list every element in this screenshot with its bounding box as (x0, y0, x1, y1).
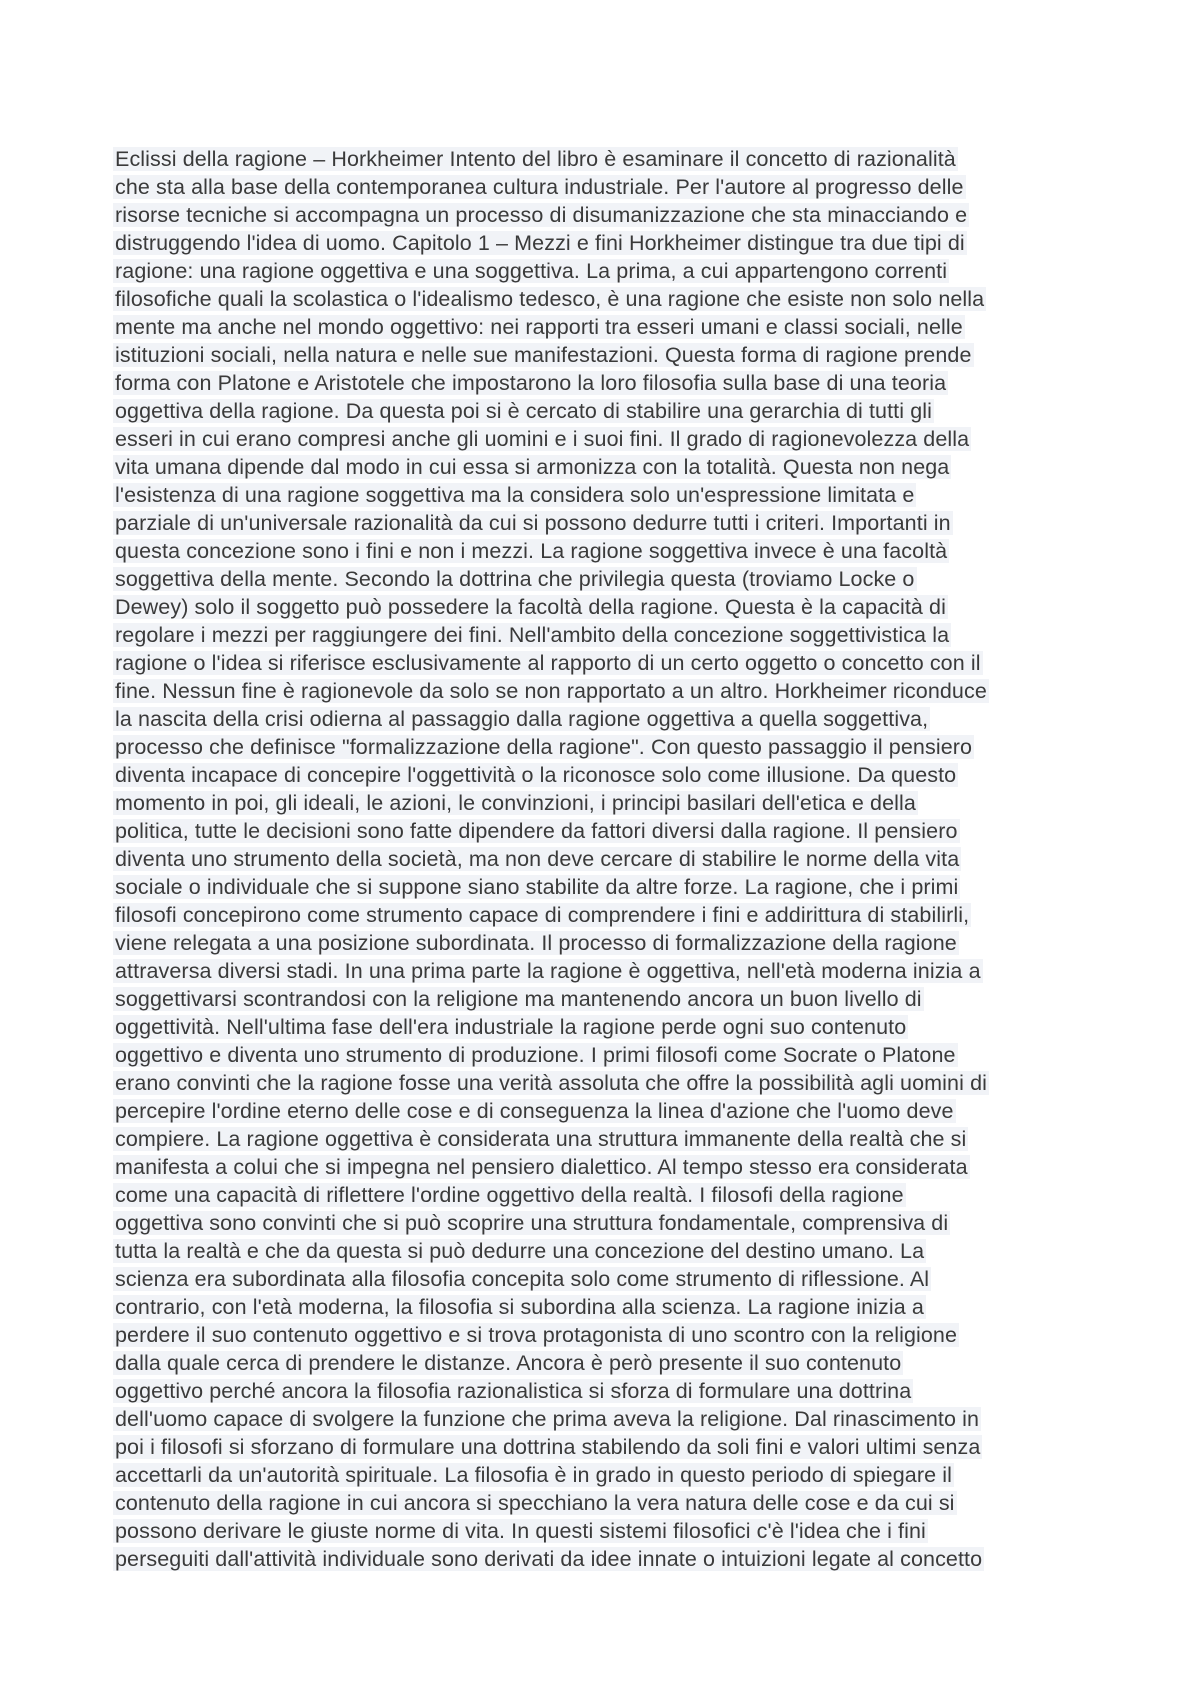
text-line (115, 705, 1115, 733)
text-line (115, 369, 1115, 397)
text-line (115, 1125, 1115, 1153)
text-line-content: perseguiti dall'attività individuale sono derivati da idee innate o intuizioni legate al concetto (115, 1547, 983, 1571)
text-line (115, 285, 1115, 313)
text-line (115, 1153, 1115, 1181)
text-line (115, 1489, 1115, 1517)
text-line-content: ragione o l'idea si riferisce esclusivamente al rapporto di un certo oggetto o concetto con il (115, 651, 981, 675)
text-line-content: dell'uomo capace di svolgere la funzione che prima aveva la religione. Dal rinascimento in (115, 1407, 980, 1431)
text-line (115, 1377, 1115, 1405)
text-line-content: contrario, con l'età moderna, la filosofia si subordina alla scienza. La ragione inizia a (115, 1295, 924, 1319)
text-line (115, 1097, 1115, 1125)
text-line (115, 845, 1115, 873)
text-line-content: diventa incapace di concepire l'oggettività o la riconosce solo come illusione. Da questo (115, 763, 957, 787)
text-line (115, 621, 1115, 649)
text-line (115, 229, 1115, 257)
text-line-content: soggettivarsi scontrandosi con la religione ma mantenendo ancora un buon livello di (115, 987, 922, 1011)
text-line-content: Dewey) solo il soggetto può possedere la facoltà della ragione. Questa è la capacità di (115, 595, 946, 619)
text-line-content: contenuto della ragione in cui ancora si specchiano la vera natura delle cose e da cui si (115, 1491, 955, 1515)
text-line (115, 761, 1115, 789)
text-line-content: oggettività. Nell'ultima fase dell'era industriale la ragione perde ogni suo contenuto (115, 1015, 907, 1039)
text-line-content: mente ma anche nel mondo oggettivo: nei rapporti tra esseri umani e classi sociali, nelle (115, 315, 963, 339)
text-line (115, 313, 1115, 341)
text-line-content: compiere. La ragione oggettiva è considerata una struttura immanente della realtà che si (115, 1127, 967, 1151)
text-line-content: questa concezione sono i fini e non i mezzi. La ragione soggettiva invece è una facoltà (115, 539, 948, 563)
text-line-content: diventa uno strumento della società, ma non deve cercare di stabilire le norme della vita (115, 847, 960, 871)
text-line-content: perdere il suo contenuto oggettivo e si trova protagonista di uno scontro con la religione (115, 1323, 958, 1347)
text-line (115, 145, 1115, 173)
text-line-content: regolare i mezzi per raggiungere dei fini. Nell'ambito della concezione soggettivistica la (115, 623, 950, 647)
text-line (115, 341, 1115, 369)
text-line (115, 453, 1115, 481)
text-line (115, 677, 1115, 705)
text-line-content: soggettiva della mente. Secondo la dottrina che privilegia questa (troviamo Locke o (115, 567, 915, 591)
text-line (115, 425, 1115, 453)
text-line-content: istituzioni sociali, nella natura e nelle sue manifestazioni. Questa forma di ragione prende (115, 343, 972, 367)
text-line (115, 1461, 1115, 1489)
text-line (115, 173, 1115, 201)
text-line (115, 397, 1115, 425)
text-line (115, 1265, 1115, 1293)
text-line-content: come una capacità di riflettere l'ordine oggettivo della realtà. I filosofi della ragione (115, 1183, 904, 1207)
text-line-content: la nascita della crisi odierna al passaggio dalla ragione oggettiva a quella soggettiva, (115, 707, 929, 731)
text-line-content: forma con Platone e Aristotele che impostarono la loro filosofia sulla base di una teoria (115, 371, 947, 395)
text-line (115, 1069, 1115, 1097)
text-line-content: filosofiche quali la scolastica o l'idealismo tedesco, è una ragione che esiste non solo nella (115, 287, 985, 311)
text-line (115, 1041, 1115, 1069)
text-line (115, 1181, 1115, 1209)
text-line (115, 1433, 1115, 1461)
text-line (115, 1517, 1115, 1545)
text-line (115, 873, 1115, 901)
text-line (115, 257, 1115, 285)
text-line-content: tutta la realtà e che da questa si può dedurre una concezione del destino umano. La (115, 1239, 925, 1263)
text-line-content: poi i filosofi si sforzano di formulare una dottrina stabilendo da soli fini e valori ultimi senza (115, 1435, 981, 1459)
text-line-content: politica, tutte le decisioni sono fatte dipendere da fattori diversi dalla ragione. Il pensiero (115, 819, 958, 843)
text-line (115, 537, 1115, 565)
text-line-content: oggettiva sono convinti che si può scoprire una struttura fondamentale, comprensiva di (115, 1211, 949, 1235)
text-line (115, 565, 1115, 593)
text-line-content: processo che definisce "formalizzazione della ragione". Con questo passaggio il pensiero (115, 735, 973, 759)
text-line-content: momento in poi, gli ideali, le azioni, le convinzioni, i principi basilari dell'etica e della (115, 791, 916, 815)
text-line-content: ragione: una ragione oggettiva e una soggettiva. La prima, a cui appartengono correnti (115, 259, 948, 283)
text-line-content: scienza era subordinata alla filosofia concepita solo come strumento di riflessione. Al (115, 1267, 930, 1291)
text-line (115, 593, 1115, 621)
text-line-content: erano convinti che la ragione fosse una verità assoluta che offre la possibilità agli uomini di (115, 1071, 987, 1095)
text-line (115, 929, 1115, 957)
text-line-content: percepire l'ordine eterno delle cose e di conseguenza la linea d'azione che l'uomo deve (115, 1099, 954, 1123)
text-line (115, 509, 1115, 537)
text-line-content: esseri in cui erano compresi anche gli uomini e i suoi fini. Il grado di ragionevolezza della (115, 427, 970, 451)
text-line (115, 817, 1115, 845)
text-line (115, 1237, 1115, 1265)
text-line (115, 201, 1115, 229)
text-line-content: parziale di un'universale razionalità da cui si possono dedurre tutti i criteri. Importanti in (115, 511, 951, 535)
text-line (115, 1545, 1115, 1573)
text-line (115, 1405, 1115, 1433)
text-line-content: possono derivare le giuste norme di vita. In questi sistemi filosofici c'è l'idea che i fini (115, 1519, 926, 1543)
text-line (115, 1209, 1115, 1237)
text-line (115, 733, 1115, 761)
text-line-content: dalla quale cerca di prendere le distanze. Ancora è però presente il suo contenuto (115, 1351, 902, 1375)
text-line-content: l'esistenza di una ragione soggettiva ma la considera solo un'espressione limitata e (115, 483, 915, 507)
text-line (115, 1321, 1115, 1349)
text-line (115, 789, 1115, 817)
text-line (115, 957, 1115, 985)
text-line-content: vita umana dipende dal modo in cui essa si armonizza con la totalità. Questa non nega (115, 455, 950, 479)
text-line-content: manifesta a colui che si impegna nel pensiero dialettico. Al tempo stesso era considerata (115, 1155, 968, 1179)
text-line-content: oggettiva della ragione. Da questa poi si è cercato di stabilire una gerarchia di tutti gli (115, 399, 933, 423)
text-line (115, 1349, 1115, 1377)
text-line-content: attraversa diversi stadi. In una prima parte la ragione è oggettiva, nell'età moderna inizia a (115, 959, 981, 983)
text-line-content: accettarli da un'autorità spirituale. La filosofia è in grado in questo periodo di spiegare il (115, 1463, 952, 1487)
text-line-content: viene relegata a una posizione subordinata. Il processo di formalizzazione della ragione (115, 931, 957, 955)
text-line (115, 649, 1115, 677)
text-line-content: sociale o individuale che si suppone siano stabilite da altre forze. La ragione, che i primi (115, 875, 959, 899)
text-line-content: Eclissi della ragione – Horkheimer Intento del libro è esaminare il concetto di razionalità (115, 147, 956, 171)
text-line-content: risorse tecniche si accompagna un processo di disumanizzazione che sta minacciando e (115, 203, 968, 227)
text-line-content: fine. Nessun fine è ragionevole da solo se non rapportato a un altro. Horkheimer riconduce (115, 679, 987, 703)
text-line-content: che sta alla base della contemporanea cultura industriale. Per l'autore al progresso delle (115, 175, 964, 199)
text-line-content: distruggendo l'idea di uomo. Capitolo 1 – Mezzi e fini Horkheimer distingue tra due tipi di (115, 231, 965, 255)
text-line-content: oggettivo perché ancora la filosofia razionalistica si sforza di formulare una dottrina (115, 1379, 912, 1403)
text-line (115, 985, 1115, 1013)
text-line-content: filosofi concepirono come strumento capace di comprendere i fini e addirittura di stabilirli, (115, 903, 970, 927)
text-line (115, 1013, 1115, 1041)
text-line (115, 901, 1115, 929)
text-line (115, 481, 1115, 509)
text-line-content: oggettivo e diventa uno strumento di produzione. I primi filosofi come Socrate o Platone (115, 1043, 956, 1067)
text-line (115, 1293, 1115, 1321)
body-text (115, 145, 1115, 1573)
